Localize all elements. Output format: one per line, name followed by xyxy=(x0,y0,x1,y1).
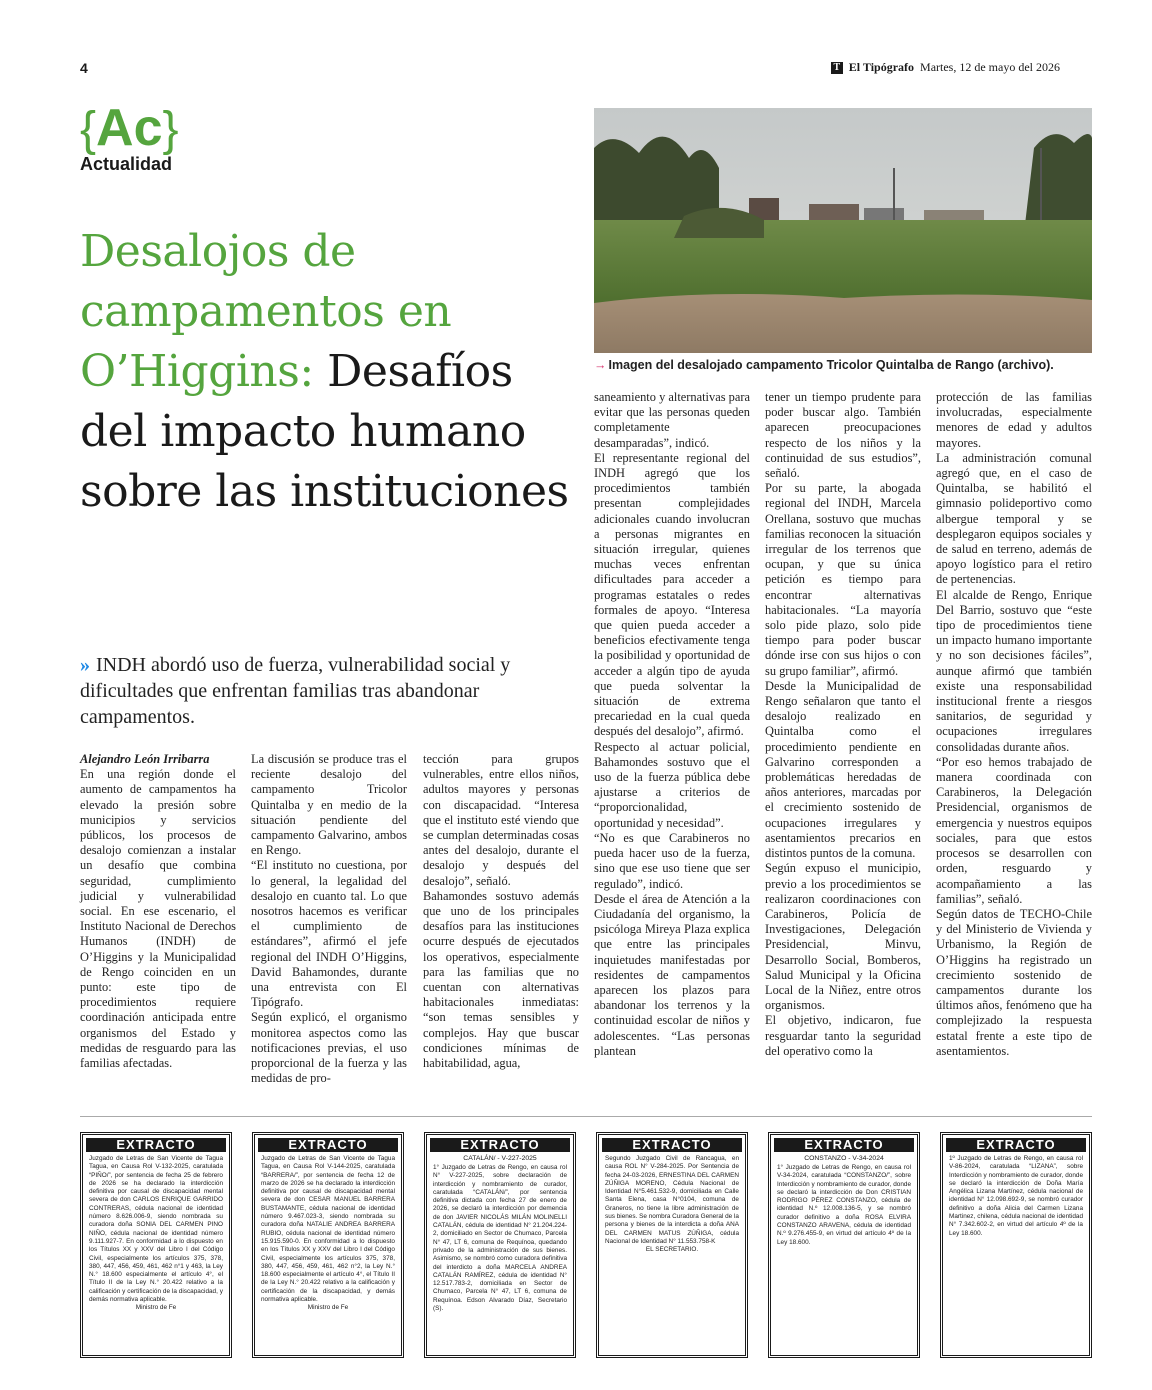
article-column-5 xyxy=(765,390,921,1059)
paragraph: En una región donde el aumento de campamentos ha elevado la presión sobre municipios y servicios públicos, los procesos de desalojo comienzan a instalar un desafío que combina seguridad, cumplimiento judicial y vulnerabilidad social. En ese escenario, el Instituto Nacional de Derechos Humanos (INDH) de O’Higgins y la Municipalidad de Rengo coinciden en un punto: este tipo de procedimientos requiere coordinación anticipada entre organismos del Estado y medidas de resguardo para las familias afectadas. xyxy=(80,767,236,1071)
paragraph: Según datos de TECHO-Chile y del Ministerio de Vivienda y Urbanismo, la Región de O’Higgins ha registrado un crecimiento sostenido de campamentos durante los últimos años, fenómeno que ha complejizado la respuesta estatal frente a este tipo de asentamientos. xyxy=(936,906,1092,1058)
paragraph: “El instituto no cuestiona, por lo general, la legalidad del desalojo en cuanto tal. Lo que nosotros hacemos es verificar el cumplimiento de estándares”, afirmó el jefe regional del INDH O’Higgins, David Bahamondes, durante una entrevista con El Tipógrafo. xyxy=(251,858,407,1010)
notice-body: Juzgado de Letras de San Vicente de Tagua Tagua, en Causa Rol V-144-2025, caratulada “BARRERA/”, por sentencia de fecha 12 de marzo de 2026 se ha declarado la interdicción definitiva por causal de discapacidad mental severa de don CESAR MANUEL BARRERA BUSTAMANTE, cédula nacional de identidad número 9.467.023-3, siendo nombrada su curadora doña NATALIE ANDREA BARRERA RUBIO, cédula nacional de identidad número 15.915.590-0. En conformidad a lo dispuesto en los Títulos XX y XXV del Libro I del Código Civil, especialmente los artículos 375, 378, 380, 447, 456, 459, 461, 462 n°2, la Ley N.° 18.600 especialmente el artículo 4°, el Título II de la Ley N.° 20.422 relativo a la calificación y certificación de la discapacidad, y demás normativa aplicable. xyxy=(261,1155,395,1304)
paragraph: Por su parte, la abogada regional del INDH, Marcela Orellana, sostuvo que muchas familias reconocen la situación irregular de los terrenos que ocupan, y que su única petición es tiempo para encontrar alternativas habitacionales. “La mayoría solo pide plazo, solo pide tiempo para poder buscar dónde irse con sus hijos o con su grupo familiar”, afirmó. xyxy=(765,481,921,678)
notice-title: EXTRACTO xyxy=(774,1138,914,1152)
paragraph: tener un tiempo prudente para poder buscar algo. También aparecen preocupaciones respecto de los niños y la continuidad de sus estudios”, señaló. xyxy=(765,390,921,481)
paragraph: El alcalde de Rengo, Enrique Del Barrio, sostuvo que “este tipo de procedimientos tiene un impacto humano importante y no son decisiones fáciles”, aunque afirmó que también existe una responsabilidad institucional frente a riesgos sanitarios, de seguridad y ocupaciones irregulares consolidadas durante años. xyxy=(936,587,1092,754)
article-column-6 xyxy=(936,390,1092,1059)
headline-green: Desalojos de campamentos en O’Higgins: xyxy=(80,226,452,397)
paragraph: Bahamondes sostuvo además que uno de los principales desafíos para las instituciones ocurre después de ejecutados los operativos, especialmente para las familias que no cuentan con alternativas habitacionales inmediatas: “son temas sensibles y complejos. Hay que buscar condiciones mínimas de habitabilidad, agua, xyxy=(423,888,579,1071)
divider xyxy=(80,1116,1092,1117)
legal-notice xyxy=(80,1132,232,1358)
issue-date: Martes, 12 de mayo del 2026 xyxy=(920,60,1060,74)
newspaper-logo-icon: T xyxy=(831,62,843,74)
paragraph: “No es que Carabineros no pueda hacer uso de la fuerza, sino que ese uso tiene que ser regulado”, indicó. xyxy=(594,830,750,891)
notice-title: EXTRACTO xyxy=(430,1138,570,1152)
notice-body: 1º Juzgado de Letras de Rengo, en causa rol V-86-2024, caratulada “LIZANA”, sobre Interdicción y nombramiento de curador, donde se declaró la interdicción de Doña María Angélica Lizana Martínez, cédula nacional de identidad N° 12.098.692-9, se nombró curador definitivo a doña Alicia del Carmen Lizana Martinez, chilena, cédula nacional de identidad N° 7.342.602-2, en virtud del artículo 4º de la Ley 18.600. xyxy=(949,1155,1083,1237)
byline: Alejandro León Irribarra xyxy=(80,752,210,766)
notice-body: Segundo Juzgado Civil de Rancagua, en causa ROL N° V-284-2025. Por Sentencia de fecha 24-03-2026, ERNESTINA DEL CARMEN ZÚÑIGA MORENO, Cédula Nacional de Identidad N°5.461.532-9, domiciliada en Calle Santa Elena, casa N°0104, comuna de Graneros, no tiene la libre administración de sus bienes. Se nombra Curadora General de la persona y bienes de la interdicta a doña ANA DEL CARMEN MATUS ZÚÑIGA, cédula Nacional de Identidad N° 11.553.758-K xyxy=(605,1155,739,1245)
legal-notice xyxy=(596,1132,748,1358)
legal-notice xyxy=(424,1132,576,1358)
paragraph: protección de las familias involucradas, especialmente menores de edad y adultos mayores. xyxy=(936,390,1092,450)
notice-signature: Ministro de Fe xyxy=(135,1304,177,1312)
lead-paragraph: » INDH abordó uso de fuerza, vulnerabilidad social y dificultades que enfrentan familias tras abandonar campamentos. xyxy=(80,654,511,728)
notice-signature: EL SECRETARIO. xyxy=(645,1246,699,1254)
notice-body: 1° Juzgado de Letras de Rengo, en causa rol N° V-227-2025, sobre declaración de interdicción y nombramiento de curador, caratulada “CATALÁN/”, por sentencia definitiva dictada con fecha 27 de enero de 2026, se declaró la interdicción por demencia de don JAVIER NICOLÁS MILÁN MOLINELLI CATALÁN, cédula de identidad N° 21.204.224-2, domiciliado en Sector de Chumaco, Parcela N° 47, LT 6, comuna de Requínoa, quedando privado de la administración de sus bienes. Asimismo, se nombró como curadora definitiva del interdicto a doña MARCELA ANDREA CATALÁN RAMÍREZ, cédula de identidad N° 12.517.783-2, domiciliada en Sector de Chumaco, Parcela N° 47, LT 6, comuna de Requínoa. Edson Alvarado Díaz, Secretario (S). xyxy=(433,1164,567,1313)
paragraph: La administración comunal agregó que, en el caso de Quintalba, se habilitó el gimnasio polideportivo como albergue temporal y se desplegaron equipos sociales y de salud en terreno, además de apoyo logístico para el retiro de pertenencias. xyxy=(936,450,1092,587)
paragraph: Respecto al actuar policial, Bahamondes sostuvo que el uso de la fuerza pública debe ajustarse a criterios de “proporcionalidad, oportunidad y necesidad”. xyxy=(594,739,750,830)
notice-signature: Ministro de Fe xyxy=(307,1304,349,1312)
headline xyxy=(80,222,580,522)
article-photo xyxy=(594,108,1092,353)
paragraph: saneamiento y alternativas para evitar que las personas queden completamente desamparadas”, indicó. xyxy=(594,390,750,450)
notice-title: EXTRACTO xyxy=(946,1138,1086,1152)
notice-title: EXTRACTO xyxy=(86,1138,226,1152)
paragraph: La discusión se produce tras el reciente desalojo del campamento Tricolor Quintalba y en medio de la situación pendiente del campamento Galvarino, ambos en Rengo. xyxy=(251,752,407,858)
paragraph: “Por eso hemos trabajado de manera coordinada con Carabineros, la Delegación Presidencial, organismos de emergencia y nuestros equipos sociales, para que estos procesos se desarrollen con orden, resguardo y acompañamiento a las familias”, señaló. xyxy=(936,754,1092,906)
notice-subtitle: CATALÁN/ - V-227-2025 xyxy=(463,1155,537,1162)
paragraph: tección para grupos vulnerables, entre ellos niños, adultos mayores y personas con discapacidad. “Interesa que el instituto esté viendo que se cumplan determinadas cosas antes del desalojo, durante el desalojo y después del desalojo”, señaló. xyxy=(423,752,579,888)
page-number: 4 xyxy=(80,60,88,76)
arrow-right-icon: → xyxy=(594,358,607,372)
notice-body: 1° Juzgado de Letras de Rengo, en causa rol V-34-2024, caratulada “CONSTANZO/”, sobre Interdicción y nombramiento de curador, donde se declaró la interdicción de Don CRISTIAN RODRIGO PÉREZ CONSTANZO, cédula de identidad N.º 12.008.136-5, y se nombró curador definitivo a doña ROSA ELVIRA CONSTANZO ARAVENA, cédula de identidad N.º 9.276.455-9, en virtud del artículo 4º de la Ley 18.600. xyxy=(777,1164,911,1246)
legal-notice xyxy=(768,1132,920,1358)
article-column-2 xyxy=(251,752,407,1086)
legal-notice xyxy=(252,1132,404,1358)
section-badge: {Ac} Actualidad xyxy=(80,99,179,174)
notice-subtitle: CONSTANZO - V-34-2024 xyxy=(804,1155,884,1162)
headline-black: Desafíos del impacto humano sobre las instituciones xyxy=(80,346,569,517)
paragraph: Desde el área de Atención a la Ciudadanía del organismo, la psicóloga Mireya Plaza explica que entre las principales inquietudes manifestadas por residentes de campamentos aparecen los plazos para abandonar los terrenos y la continuidad escolar de niños y adolescentes. “Las personas plantean xyxy=(594,891,750,1058)
section-letters: Ac xyxy=(96,99,163,157)
paragraph: Desde la Municipalidad de Rengo señalaron que tanto el desalojo realizado en Quintalba como el procedimiento pendiente en Galvarino corresponden a problemáticas heredadas de años anteriores, marcadas por el crecimiento sostenido de ocupaciones irregulares y asentamientos precarios en distintos puntos de la comuna. xyxy=(765,678,921,861)
article-column-1 xyxy=(80,752,236,1071)
section-label: Actualidad xyxy=(80,154,173,174)
paragraph: El objetivo, indicaron, fue resguardar tanto la seguridad del operativo como la xyxy=(765,1013,921,1058)
legal-notice xyxy=(940,1132,1092,1358)
masthead xyxy=(831,60,1060,75)
notice-title: EXTRACTO xyxy=(258,1138,398,1152)
paragraph: El representante regional del INDH agregó que los procedimientos también presentan complejidades adicionales cuando involucran a personas migrantes en situación irregular, quienes muchas veces enfrentan dificultades para acceder a programas estatales o redes formales de apoyo. “Interesa que quien pueda acceder a beneficios efectivamente tenga la posibilidad y oportunidad de acceder a algún tipo de ayuda que pueda solventar la situación de extrema precariedad en la cual queda después del desalojo”, afirmó. xyxy=(594,450,750,739)
paragraph: Según expuso el municipio, previo a los procedimientos se realizaron coordinaciones con Carabineros, Policía de Investigaciones, Delegación Presidencial, Minvu, Desarrollo Social, Bomberos, Salud Municipal y la Oficina Local de la Niñez, entre otros organismos. xyxy=(765,861,921,1013)
notice-title: EXTRACTO xyxy=(602,1138,742,1152)
notice-body: Juzgado de Letras de San Vicente de Tagua Tagua, en Causa Rol V-132-2025, caratulada “PIÑO/”, por sentencia de fecha 25 de febrero de 2026 se ha declarado la interdicción definitiva por causal de discapacidad mental severa de don CARLOS ENRIQUE GARRIDO CONTRERAS, cédula nacional de identidad número 8.626.006-9, siendo nombrada su curadora doña SONIA DEL CARMEN PINO NIÑO, cédula nacional de identidad número 9.111.927-7. En conformidad a lo dispuesto en los Títulos XX y XXV del Libro I del Código Civil, especialmente los artículos 375, 378, 380, 447, 456, 459, 461, 462 n°1 y 463, la Ley N.° 18.600 especialmente el artículo 4°, el Título II de la Ley N.° 20.422 relativo a la calificación y certificación de la discapacidad, y demás normativa aplicable. xyxy=(89,1155,223,1304)
article-column-3 xyxy=(423,752,579,1071)
article-column-4 xyxy=(594,390,750,1059)
paragraph: Según explicó, el organismo monitorea aspectos como las notificaciones previas, el uso proporcional de la fuerza y las medidas de pro- xyxy=(251,1010,407,1086)
newspaper-name: El Tipógrafo xyxy=(848,60,915,74)
double-chevron-icon: » xyxy=(80,654,90,676)
photo-caption: → Imagen del desalojado campamento Tricolor Quintalba de Rango (archivo). xyxy=(594,358,1054,372)
